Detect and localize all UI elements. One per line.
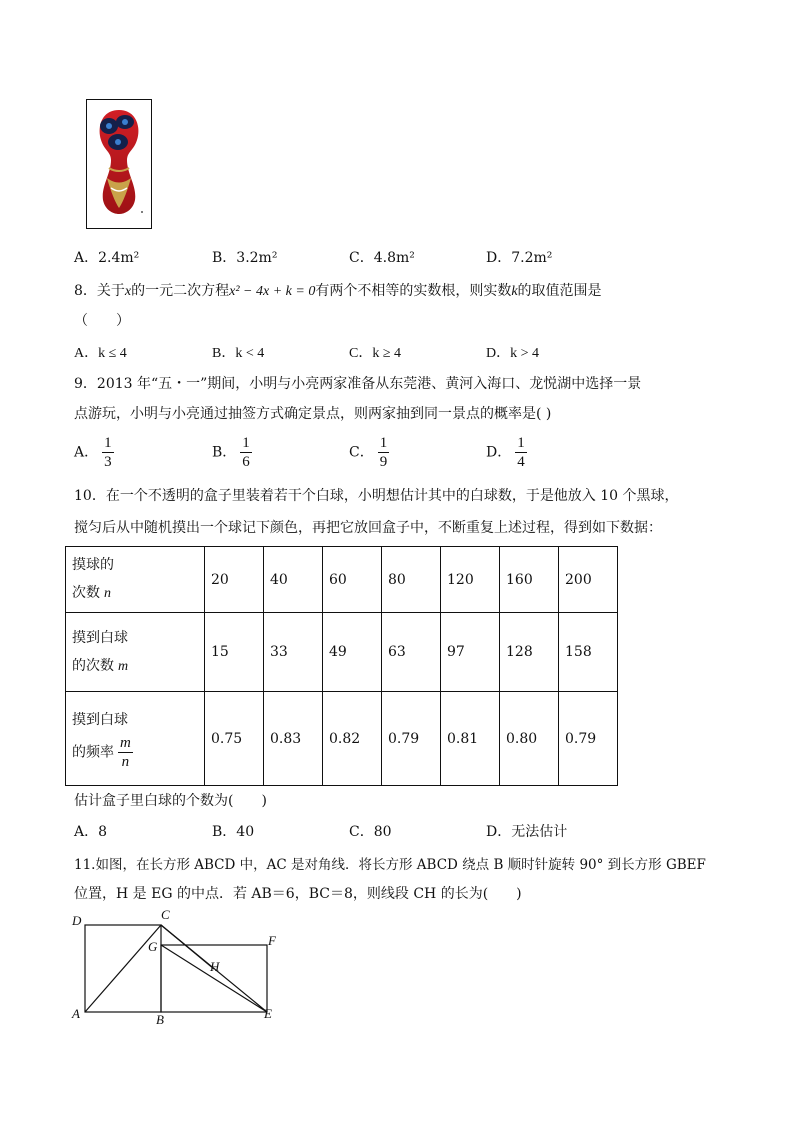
q10-line-2: 搅匀后从中随机摸出一个球记下颜色，再把它放回盒子中，不断重复上述过程，得到如下数据： <box>74 520 662 536</box>
row-n-header <box>66 547 205 613</box>
label-d: D <box>72 913 82 928</box>
q10-line-1: 10．在一个不透明的盒子里装着若干个白球，小明想估计其中的白球数，于是他放入 10 个黑球， <box>74 488 679 504</box>
table-cell: 0.79 <box>382 692 441 786</box>
q9-a-num: 1 <box>104 435 112 451</box>
q11-geometry-figure <box>60 905 290 1030</box>
q8-text-d: 的取值范围是 <box>517 283 602 299</box>
q9-option-d-fraction <box>515 434 527 471</box>
q10-option-c: C．80 <box>349 824 392 840</box>
row-freq-den: n <box>121 754 130 770</box>
table-cell: 160 <box>500 547 559 613</box>
row-freq-header <box>66 692 205 786</box>
row-n-label-b: 次数 <box>72 585 100 601</box>
table-cell: 63 <box>382 613 441 692</box>
table-cell: 40 <box>264 547 323 613</box>
q8-text-c: 有两个不相等的实数根，则实数 <box>315 283 512 299</box>
q8-equation: x² − 4x + k = 0 <box>229 284 316 299</box>
table-cell: 120 <box>441 547 500 613</box>
table-cell: 128 <box>500 613 559 692</box>
q8-option-b: B．k < 4 <box>212 346 265 361</box>
table-row-m <box>66 613 618 692</box>
label-g: G <box>148 939 158 954</box>
table-cell: 0.83 <box>264 692 323 786</box>
table-cell: 20 <box>205 547 264 613</box>
q8-var-k: k <box>511 284 518 299</box>
q9-option-a-fraction <box>102 434 114 471</box>
row-freq-label-b: 的频率 <box>72 744 114 761</box>
q10-option-b: B．40 <box>212 824 255 840</box>
q9-option-b <box>212 434 252 471</box>
q7-option-a: A．2.4m² <box>74 250 140 266</box>
q9-option-d <box>486 434 527 471</box>
q8-text-b: 的一元二次方程 <box>131 283 230 299</box>
q8-paren: （ ） <box>74 313 130 329</box>
table-cell: 0.75 <box>205 692 264 786</box>
row-m-label-a: 摸到白球 <box>72 629 128 646</box>
q9-option-a <box>74 434 114 471</box>
q9-d-num: 1 <box>517 435 525 451</box>
q9-option-c-fraction <box>378 434 390 471</box>
label-f: F <box>268 933 276 948</box>
q8-option-d: D．k > 4 <box>486 346 540 361</box>
table-cell: 0.81 <box>441 692 500 786</box>
table-cell: 33 <box>264 613 323 692</box>
table-cell: 0.82 <box>323 692 382 786</box>
segment-eg <box>161 945 267 1012</box>
table-cell: 15 <box>205 613 264 692</box>
q9-option-d-label: D． <box>486 444 512 461</box>
trophy-logo-figure <box>86 99 152 229</box>
table-cell: 158 <box>559 613 618 692</box>
row-m-label-b: 的次数 <box>72 657 114 674</box>
q10-option-d: D．无法估计 <box>486 824 568 840</box>
q9-option-b-fraction <box>240 434 252 471</box>
table-cell: 0.79 <box>559 692 618 786</box>
label-c: C <box>161 907 170 922</box>
q11-line-2: 位置，H 是 EG 的中点．若 AB＝6，BC＝8，则线段 CH 的长为( ) <box>74 886 522 902</box>
q9-b-den: 6 <box>242 454 250 470</box>
q9-option-c <box>349 434 389 471</box>
row-freq-num: m <box>120 735 131 751</box>
table-cell: 80 <box>382 547 441 613</box>
q9-option-b-label: B． <box>212 444 237 461</box>
table-cell: 0.80 <box>500 692 559 786</box>
q8-option-c: C．k ≥ 4 <box>349 346 402 361</box>
q8-text-a: 8．关于 <box>74 283 125 299</box>
table-row-n <box>66 547 618 613</box>
row-m-var: m <box>118 658 129 674</box>
label-h: H <box>210 959 220 974</box>
table-cell: 49 <box>323 613 382 692</box>
q9-d-den: 4 <box>517 454 525 470</box>
q9-a-den: 3 <box>104 454 112 470</box>
row-m-header <box>66 613 205 692</box>
q9-line-1: 9．2013 年“五・一”期间，小明与小亮两家准备从东莞港、黄河入海口、龙悦湖中选择一景 <box>74 376 642 392</box>
label-b: B <box>156 1012 164 1027</box>
q9-option-c-label: C． <box>349 444 374 461</box>
q8-var-x: x <box>124 284 132 299</box>
table-row-freq <box>66 692 618 786</box>
q9-line-2: 点游玩，小明与小亮通过抽签方式确定景点，则两家抽到同一景点的概率是( ) <box>74 406 552 422</box>
q11-line-1: 11.如图，在长方形 ABCD 中，AC 是对角线．将长方形 ABCD 绕点 B 顺时针旋转 90° 到长方形 GBEF <box>74 857 706 873</box>
q9-c-num: 1 <box>379 435 388 451</box>
label-a: A <box>72 1006 80 1021</box>
q7-option-c: C．4.8m² <box>349 250 415 266</box>
row-freq-label-a: 摸到白球 <box>72 712 128 728</box>
label-e: E <box>264 1006 272 1021</box>
q10-option-a: A．8 <box>74 824 108 840</box>
row-n-var: n <box>104 586 111 601</box>
q8-option-a: A．k ≤ 4 <box>74 346 127 361</box>
q9-b-num: 1 <box>242 435 250 451</box>
q10-after: 估计盒子里白球的个数为( ) <box>74 793 267 809</box>
q8-stem <box>74 280 602 300</box>
row-freq-fraction <box>118 734 133 771</box>
table-cell: 97 <box>441 613 500 692</box>
row-n-label-a: 摸球的 <box>72 557 114 573</box>
table-cell: 200 <box>559 547 618 613</box>
q9-option-a-label: A． <box>74 444 99 461</box>
trophy-logo-icon <box>87 100 151 228</box>
table-cell: 60 <box>323 547 382 613</box>
q7-option-d: D．7.2m² <box>486 250 553 266</box>
q9-c-den: 9 <box>379 454 388 470</box>
q10-data-table <box>65 546 618 786</box>
q7-option-b: B．3.2m² <box>212 250 278 266</box>
